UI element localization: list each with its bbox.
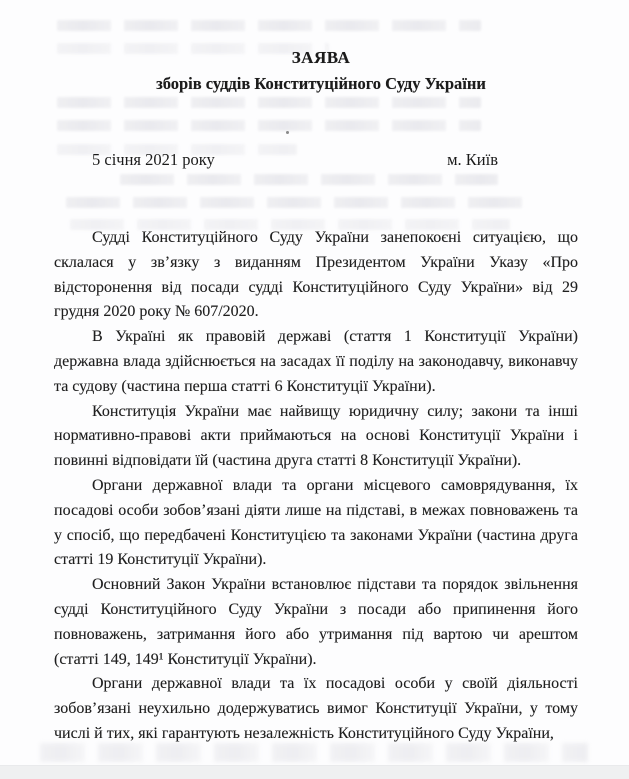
- document-title: ЗАЯВА: [291, 48, 351, 67]
- bleed-through-line: [57, 120, 481, 131]
- document-place: м. Київ: [447, 150, 498, 169]
- page-edge-strip: [0, 765, 629, 779]
- document-date: 5 січня 2021 року: [92, 150, 215, 169]
- bleed-through-line: [66, 197, 524, 208]
- paragraph-3: Конституція України має найвищу юридичну силу; закони та інші нормативно-правові акти приймаються на основі Конституції України і повинні відповідати їй (частина друга статті 8 Конституції України).: [54, 402, 578, 470]
- dateline: [54, 150, 578, 170]
- bleed-through-line: [57, 20, 481, 31]
- paragraph-4: Органи державної влади та органи місцевого самоврядування, їх посадові особи зобов’язані діяти лише на підставі, в межах повноважень та у спосіб, що передбачені Конституцією та законами України (частина друга статті 19 Конституції України).: [54, 476, 578, 569]
- bleed-through-dot: [286, 131, 289, 134]
- document-body: [54, 226, 578, 747]
- paragraph-6: Органи державної влади та їх посадові особи у своїй діяльності зобов’язані неухильно додержуватись вимог Конституції України, у тому числі й тих, які гарантують незалежність Конституційного Суду України,: [54, 675, 578, 742]
- paragraph-1: Судді Конституційного Суду України занепокоєні ситуацією, що склалася у зв’язку з виданням Президентом України Указу «Про відсторонення від посади судді Конституційного Суду України» від 29 грудня 2020 року № 607/2020.: [54, 229, 578, 321]
- document-subtitle: зборів суддів Конституційного Суду України: [156, 74, 486, 93]
- paragraph-5: Основний Закон України встановлює підстави та порядок звільнення судді Конституційного Суду України з посади або припинення його повноважень, затримання його або утримання під вартою чи арештом (статті 149, 149¹ Конституції України).: [54, 576, 578, 668]
- paragraph-2: В Україні як правовій державі (стаття 1 Конституції України) державна влада здійснюється на засадах її поділу на законодавчу, виконавчу та судову (частина перша статті 6 Конституції України).: [54, 328, 578, 395]
- bleed-through-line: [120, 174, 498, 185]
- bleed-through-line: [57, 97, 481, 108]
